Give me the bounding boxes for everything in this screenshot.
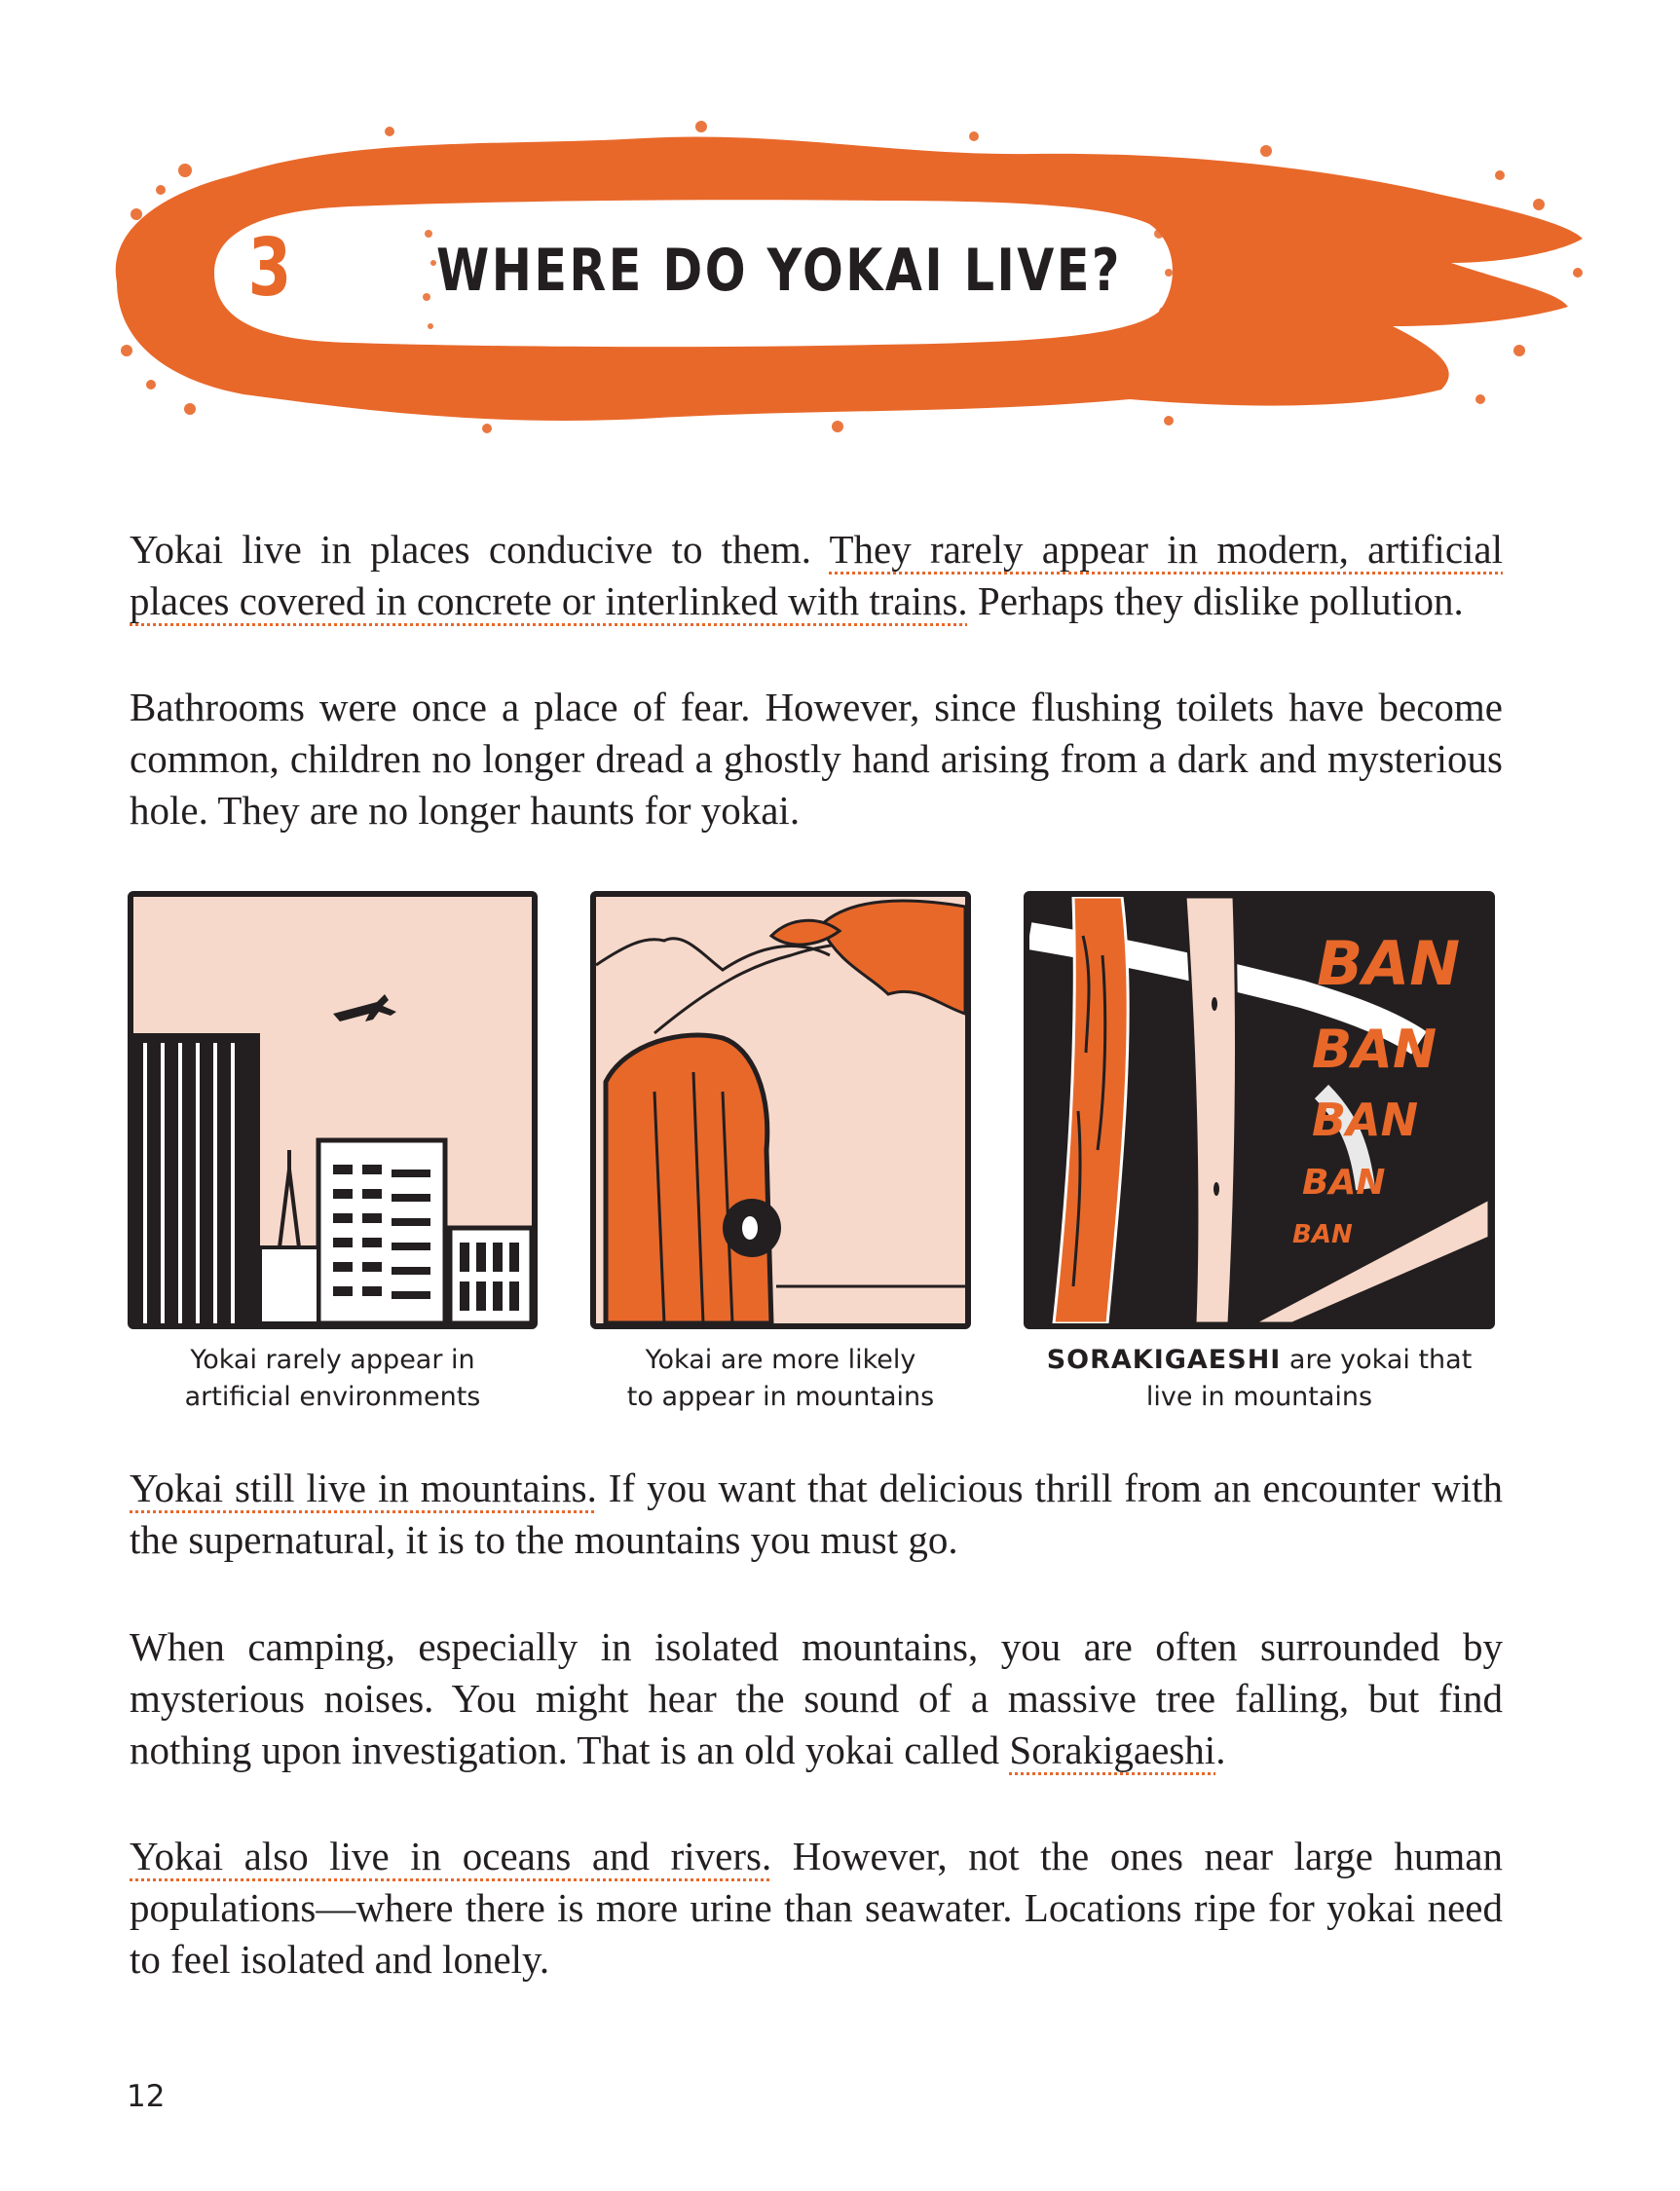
sound-effect-5: BAN — [1292, 1220, 1353, 1249]
paragraph-4 — [130, 1621, 1503, 1776]
caption-mountains-line2: to appear in mountains — [626, 1382, 935, 1412]
paragraph-4-lead: When camping, especially in isolated mountains, you are often surrounded by mysterious noises. You might hear the sound of a massive tree falling, but find nothing upon investigation. That is an old yokai called — [130, 1624, 1503, 1772]
caption-sorakigaeshi-term: SORAKIGAESHI — [1046, 1345, 1282, 1375]
caption-sorakigaeshi-rest: are yokai that — [1281, 1345, 1473, 1375]
caption-sorakigaeshi — [1024, 1342, 1495, 1416]
caption-mountains — [590, 1342, 971, 1416]
paragraph-3-highlight: Yokai still live in mountains. — [130, 1466, 597, 1510]
panel-city — [128, 891, 538, 1329]
caption-city — [128, 1342, 538, 1416]
paragraph-2: Bathrooms were once a place of fear. However, since flushing toilets have become common, children no longer dread a ghostly hand arising from a dark and mysterious hole. They are no longer haunts for yokai. — [130, 685, 1503, 833]
paragraph-3-tail: If you want that delicious thrill from an encounter with the supernatural, it is to the mountains you must go. — [130, 1466, 1503, 1562]
panel-sorakigaeshi — [1024, 891, 1495, 1329]
caption-sorakigaeshi-line2: live in mountains — [1145, 1382, 1373, 1412]
caption-city-line1: Yokai rarely appear in — [190, 1345, 475, 1375]
paragraph-4-tail: . — [1215, 1727, 1226, 1772]
mountain-illustration — [596, 897, 965, 1323]
caption-sorakigaeshi-line1 — [1024, 1342, 1495, 1379]
paragraph-1 — [130, 524, 1503, 627]
paragraph-5-tail: However, not the ones near large human populations—where there is more urine than seawater. Locations ripe for yokai need to feel isolated and lonely. — [130, 1834, 1503, 1982]
sound-effect-4: BAN — [1302, 1163, 1386, 1203]
sound-effect-1: BAN — [1317, 928, 1461, 999]
paragraph-5 — [130, 1831, 1503, 1986]
caption-city-line2: artificial environments — [184, 1382, 481, 1412]
paragraph-3 — [130, 1463, 1503, 1566]
paragraph-4-highlight: Sorakigaeshi — [1009, 1727, 1216, 1772]
page-number: 12 — [127, 2079, 166, 2114]
city-illustration — [133, 897, 532, 1323]
paragraph-1-highlight: They rarely appear in modern, artificial places covered in concrete or interlinked with trains. — [130, 527, 1503, 623]
panel-mountains — [590, 891, 971, 1329]
chapter-number: 3 — [247, 222, 292, 315]
chapter-title: WHERE DO YOKAI LIVE? — [436, 237, 1122, 305]
caption-mountains-line1: Yokai are more likely — [645, 1345, 916, 1375]
sound-effect-2: BAN — [1312, 1019, 1437, 1080]
paragraph-5-highlight: Yokai also live in oceans and rivers. — [130, 1834, 772, 1878]
paragraph-1-tail: Perhaps they dislike pollution. — [967, 578, 1464, 623]
paragraph-1-lead: Yokai live in places conducive to them. — [130, 527, 830, 572]
sound-effect-3: BAN — [1312, 1094, 1419, 1146]
sorakigaeshi-illustration — [1029, 897, 1489, 1323]
